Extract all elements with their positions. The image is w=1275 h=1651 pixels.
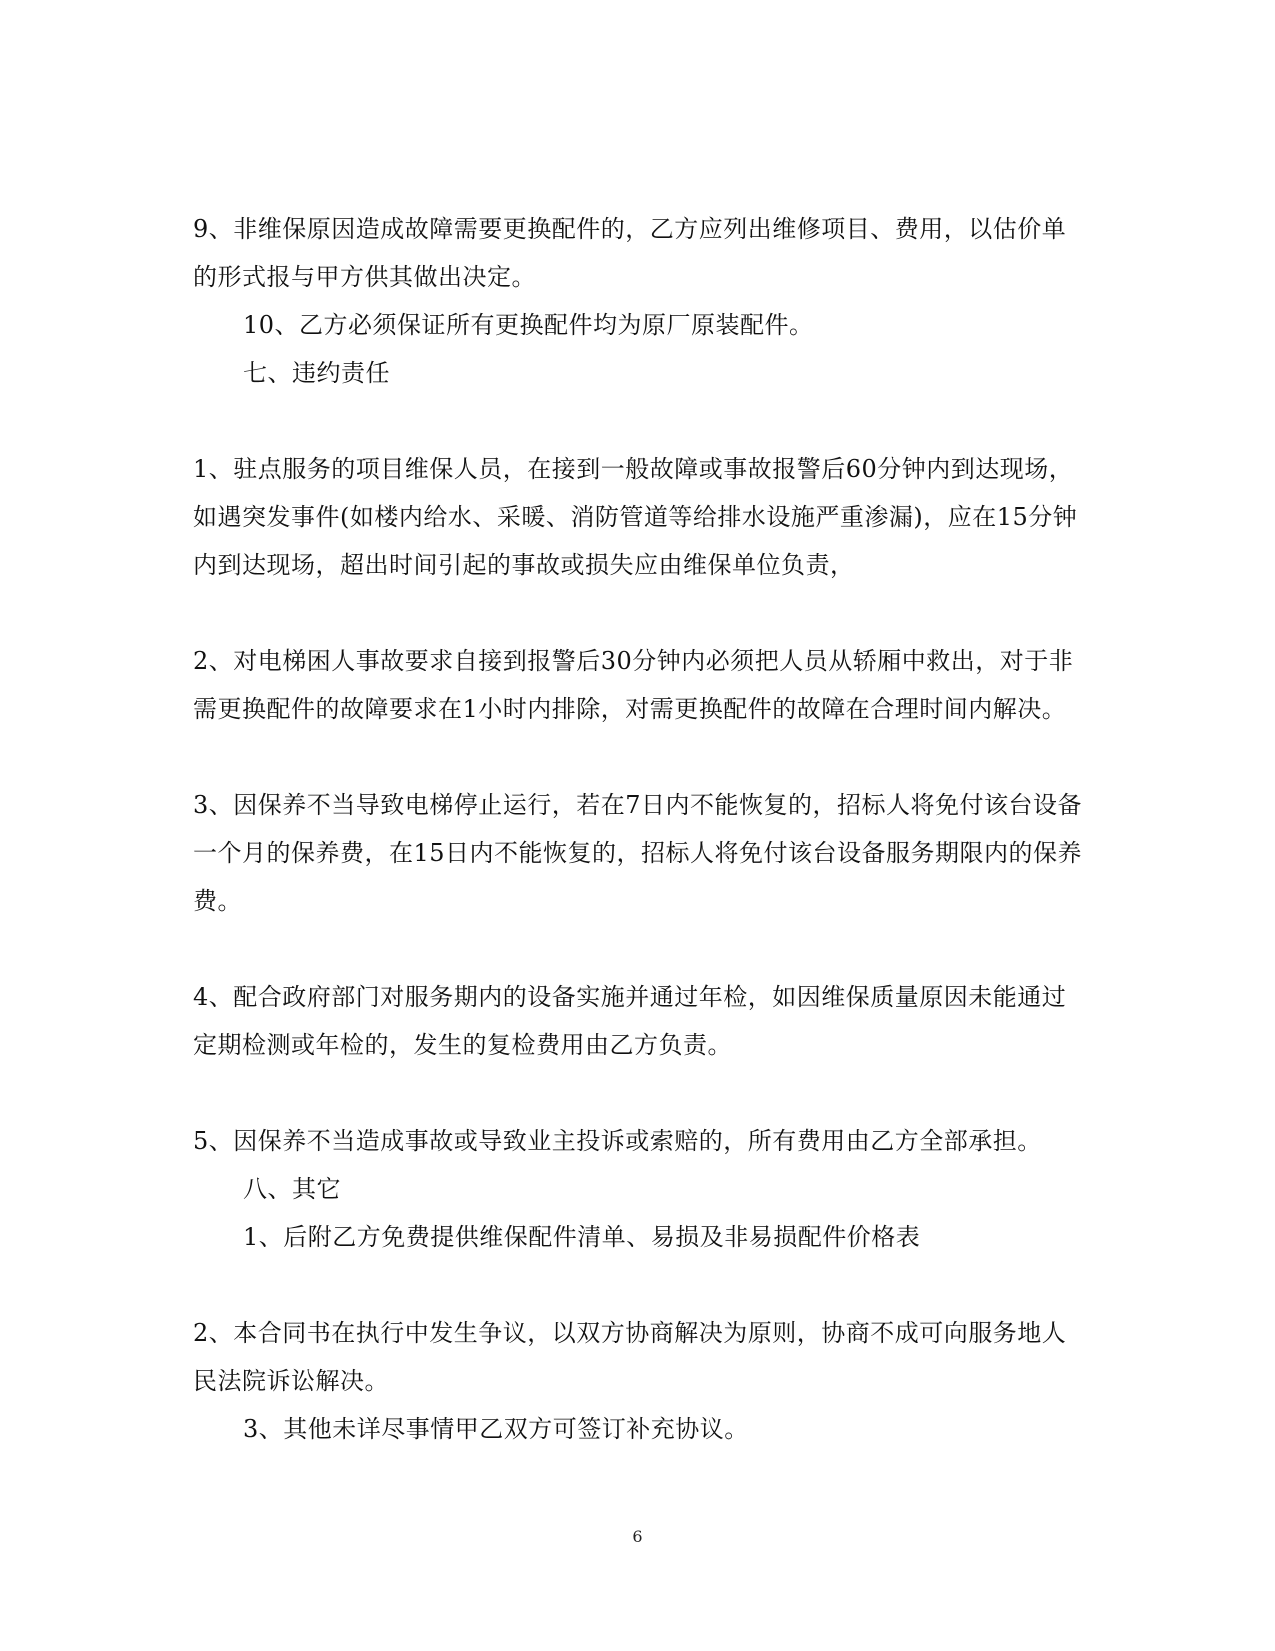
document-body — [193, 205, 1083, 1453]
breach-clause-3-paragraph: 3、因保养不当导致电梯停止运行，若在7日内不能恢复的，招标人将免付该台设备一个月的保养费，在15日内不能恢复的，招标人将免付该台设备服务期限内的保养费。 — [193, 791, 1083, 915]
breach-clause-4-paragraph: 4、配合政府部门对服务期内的设备实施并通过年检，如因维保质量原因未能通过定期检测或年检的，发生的复检费用由乙方负责。 — [193, 983, 1067, 1059]
other-clause-3-paragraph: 3、其他未详尽事情甲乙双方可签订补充协议。 — [243, 1415, 749, 1443]
clause-9-paragraph: 9、非维保原因造成故障需要更换配件的，乙方应列出维修项目、费用，以估价单的形式报与甲方供其做出决定。 — [193, 215, 1067, 291]
breach-clause-5-paragraph: 5、因保养不当造成事故或导致业主投诉或索赔的，所有费用由乙方全部承担。 — [193, 1127, 1042, 1155]
breach-clause-1-paragraph: 1、驻点服务的项目维保人员，在接到一般故障或事故报警后60分钟内到达现场，如遇突发事件(如楼内给水、采暖、消防管道等给排水设施严重渗漏)，应在15分钟内到达现场，超出时间引起的事故或损失应由维保单位负责， — [193, 455, 1078, 579]
page-number: 6 — [632, 1527, 643, 1546]
other-clause-1-paragraph: 1、后附乙方免费提供维保配件清单、易损及非易损配件价格表 — [243, 1223, 921, 1251]
clause-10-paragraph: 10、乙方必须保证所有更换配件均为原厂原装配件。 — [243, 311, 814, 339]
breach-clause-2-paragraph: 2、对电梯困人事故要求自接到报警后30分钟内必须把人员从轿厢中救出，对于非需更换配件的故障要求在1小时内排除，对需更换配件的故障在合理时间内解决。 — [193, 647, 1074, 723]
section-8-heading: 八、其它 — [243, 1175, 341, 1203]
section-7-heading: 七、违约责任 — [243, 359, 390, 387]
other-clause-2-paragraph: 2、本合同书在执行中发生争议，以双方协商解决为原则，协商不成可向服务地人民法院诉讼解决。 — [193, 1319, 1067, 1395]
